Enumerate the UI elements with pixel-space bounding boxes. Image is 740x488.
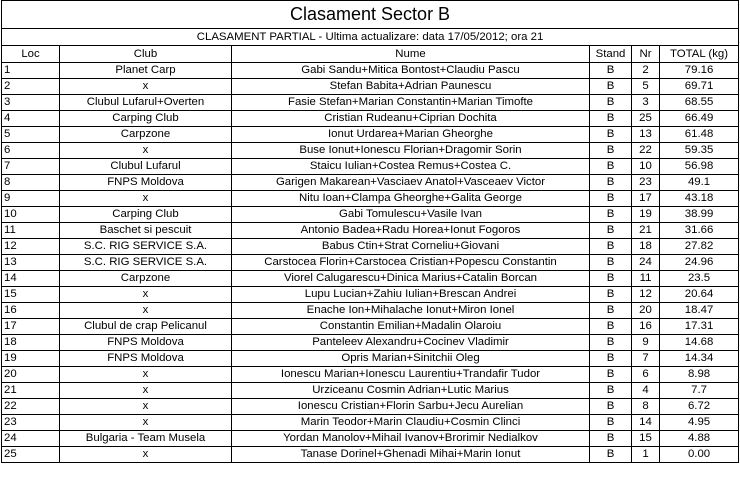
cell-stand: B bbox=[590, 383, 632, 399]
cell-nr: 1 bbox=[632, 447, 660, 463]
cell-stand: B bbox=[590, 239, 632, 255]
cell-total: 61.48 bbox=[660, 127, 739, 143]
table-row bbox=[2, 287, 739, 303]
table-row bbox=[2, 207, 739, 223]
table-row bbox=[2, 431, 739, 447]
cell-name: Panteleev Alexandru+Cocinev Vladimir bbox=[232, 335, 590, 351]
cell-loc: 10 bbox=[2, 207, 60, 223]
cell-club: x bbox=[60, 191, 232, 207]
cell-club: Bulgaria - Team Musela bbox=[60, 431, 232, 447]
subtitle-row bbox=[2, 29, 739, 46]
cell-club: FNPS Moldova bbox=[60, 335, 232, 351]
cell-club: Planet Carp bbox=[60, 63, 232, 79]
cell-total: 79.16 bbox=[660, 63, 739, 79]
cell-stand: B bbox=[590, 143, 632, 159]
header-loc: Loc bbox=[2, 46, 60, 63]
cell-nr: 2 bbox=[632, 63, 660, 79]
cell-nr: 4 bbox=[632, 383, 660, 399]
cell-nr: 11 bbox=[632, 271, 660, 287]
cell-nr: 13 bbox=[632, 127, 660, 143]
cell-nr: 10 bbox=[632, 159, 660, 175]
table-row bbox=[2, 63, 739, 79]
cell-total: 59.35 bbox=[660, 143, 739, 159]
cell-stand: B bbox=[590, 79, 632, 95]
header-club: Club bbox=[60, 46, 232, 63]
cell-name: Antonio Badea+Radu Horea+Ionut Fogoros bbox=[232, 223, 590, 239]
cell-club: S.C. RIG SERVICE S.A. bbox=[60, 255, 232, 271]
cell-nr: 23 bbox=[632, 175, 660, 191]
table-row bbox=[2, 335, 739, 351]
cell-nr: 24 bbox=[632, 255, 660, 271]
cell-stand: B bbox=[590, 63, 632, 79]
cell-name: Carstocea Florin+Carstocea Cristian+Popescu Constantin bbox=[232, 255, 590, 271]
table-row bbox=[2, 175, 739, 191]
cell-loc: 15 bbox=[2, 287, 60, 303]
cell-stand: B bbox=[590, 175, 632, 191]
cell-name: Marin Teodor+Marin Claudiu+Cosmin Clinci bbox=[232, 415, 590, 431]
cell-loc: 9 bbox=[2, 191, 60, 207]
table-row bbox=[2, 223, 739, 239]
cell-total: 17.31 bbox=[660, 319, 739, 335]
cell-name: Constantin Emilian+Madalin Olaroiu bbox=[232, 319, 590, 335]
cell-name: Buse Ionut+Ionescu Florian+Dragomir Sorin bbox=[232, 143, 590, 159]
cell-total: 4.95 bbox=[660, 415, 739, 431]
header-nr: Nr bbox=[632, 46, 660, 63]
cell-name: Garigen Makarean+Vasciaev Anatol+Vasceaev Victor bbox=[232, 175, 590, 191]
table-row bbox=[2, 399, 739, 415]
cell-name: Ionescu Cristian+Florin Sarbu+Jecu Aurelian bbox=[232, 399, 590, 415]
cell-loc: 16 bbox=[2, 303, 60, 319]
cell-nr: 15 bbox=[632, 431, 660, 447]
cell-stand: B bbox=[590, 287, 632, 303]
cell-club: Clubul Lufarul bbox=[60, 159, 232, 175]
header-row bbox=[2, 46, 739, 63]
cell-total: 6.72 bbox=[660, 399, 739, 415]
cell-total: 8.98 bbox=[660, 367, 739, 383]
cell-total: 66.49 bbox=[660, 111, 739, 127]
cell-nr: 25 bbox=[632, 111, 660, 127]
cell-nr: 12 bbox=[632, 287, 660, 303]
table-row bbox=[2, 303, 739, 319]
cell-stand: B bbox=[590, 415, 632, 431]
cell-nr: 7 bbox=[632, 351, 660, 367]
cell-loc: 18 bbox=[2, 335, 60, 351]
cell-name: Babus Ctin+Strat Corneliu+Giovani bbox=[232, 239, 590, 255]
cell-club: FNPS Moldova bbox=[60, 175, 232, 191]
cell-stand: B bbox=[590, 399, 632, 415]
cell-nr: 6 bbox=[632, 367, 660, 383]
cell-nr: 8 bbox=[632, 399, 660, 415]
cell-club: FNPS Moldova bbox=[60, 351, 232, 367]
cell-nr: 22 bbox=[632, 143, 660, 159]
cell-name: Opris Marian+Sinitchii Oleg bbox=[232, 351, 590, 367]
cell-stand: B bbox=[590, 351, 632, 367]
cell-stand: B bbox=[590, 111, 632, 127]
cell-loc: 25 bbox=[2, 447, 60, 463]
page-title: Clasament Sector B bbox=[2, 1, 739, 29]
cell-club: x bbox=[60, 79, 232, 95]
cell-total: 56.98 bbox=[660, 159, 739, 175]
cell-nr: 19 bbox=[632, 207, 660, 223]
cell-name: Lupu Lucian+Zahiu Iulian+Brescan Andrei bbox=[232, 287, 590, 303]
cell-stand: B bbox=[590, 431, 632, 447]
table-row bbox=[2, 319, 739, 335]
table-row bbox=[2, 159, 739, 175]
cell-loc: 20 bbox=[2, 367, 60, 383]
cell-club: x bbox=[60, 383, 232, 399]
table-row bbox=[2, 255, 739, 271]
cell-total: 38.99 bbox=[660, 207, 739, 223]
cell-name: Gabi Sandu+Mitica Bontost+Claudiu Pascu bbox=[232, 63, 590, 79]
cell-club: Carpzone bbox=[60, 127, 232, 143]
cell-total: 68.55 bbox=[660, 95, 739, 111]
cell-stand: B bbox=[590, 255, 632, 271]
table-row bbox=[2, 127, 739, 143]
header-stand: Stand bbox=[590, 46, 632, 63]
cell-loc: 3 bbox=[2, 95, 60, 111]
cell-loc: 13 bbox=[2, 255, 60, 271]
cell-club: x bbox=[60, 415, 232, 431]
cell-loc: 24 bbox=[2, 431, 60, 447]
header-total: TOTAL (kg) bbox=[660, 46, 739, 63]
cell-total: 23.5 bbox=[660, 271, 739, 287]
cell-stand: B bbox=[590, 127, 632, 143]
cell-name: Tanase Dorinel+Ghenadi Mihai+Marin Ionut bbox=[232, 447, 590, 463]
cell-name: Ionescu Marian+Ionescu Laurentiu+Trandafir Tudor bbox=[232, 367, 590, 383]
cell-stand: B bbox=[590, 159, 632, 175]
cell-name: Stefan Babita+Adrian Paunescu bbox=[232, 79, 590, 95]
table-row bbox=[2, 367, 739, 383]
cell-nr: 20 bbox=[632, 303, 660, 319]
cell-name: Cristian Rudeanu+Ciprian Dochita bbox=[232, 111, 590, 127]
cell-name: Ionut Urdarea+Marian Gheorghe bbox=[232, 127, 590, 143]
ranking-table bbox=[1, 0, 739, 463]
cell-loc: 17 bbox=[2, 319, 60, 335]
cell-name: Yordan Manolov+Mihail Ivanov+Brorimir Nedialkov bbox=[232, 431, 590, 447]
cell-club: Carpzone bbox=[60, 271, 232, 287]
cell-stand: B bbox=[590, 191, 632, 207]
cell-club: Baschet si pescuit bbox=[60, 223, 232, 239]
cell-total: 24.96 bbox=[660, 255, 739, 271]
cell-stand: B bbox=[590, 95, 632, 111]
cell-total: 20.64 bbox=[660, 287, 739, 303]
cell-nr: 16 bbox=[632, 319, 660, 335]
cell-nr: 18 bbox=[632, 239, 660, 255]
cell-loc: 8 bbox=[2, 175, 60, 191]
cell-club: x bbox=[60, 447, 232, 463]
table-row bbox=[2, 79, 739, 95]
cell-name: Viorel Calugarescu+Dinica Marius+Catalin Borcan bbox=[232, 271, 590, 287]
title-row bbox=[2, 1, 739, 29]
cell-loc: 1 bbox=[2, 63, 60, 79]
cell-loc: 5 bbox=[2, 127, 60, 143]
cell-loc: 23 bbox=[2, 415, 60, 431]
cell-total: 0.00 bbox=[660, 447, 739, 463]
cell-loc: 11 bbox=[2, 223, 60, 239]
cell-total: 49.1 bbox=[660, 175, 739, 191]
cell-club: Clubul de crap Pelicanul bbox=[60, 319, 232, 335]
cell-name: Fasie Stefan+Marian Constantin+Marian Timofte bbox=[232, 95, 590, 111]
cell-stand: B bbox=[590, 367, 632, 383]
cell-nr: 17 bbox=[632, 191, 660, 207]
table-row bbox=[2, 111, 739, 127]
cell-total: 69.71 bbox=[660, 79, 739, 95]
table-row bbox=[2, 95, 739, 111]
cell-total: 7.7 bbox=[660, 383, 739, 399]
cell-nr: 3 bbox=[632, 95, 660, 111]
header-name: Nume bbox=[232, 46, 590, 63]
table-row bbox=[2, 239, 739, 255]
cell-loc: 22 bbox=[2, 399, 60, 415]
cell-total: 43.18 bbox=[660, 191, 739, 207]
table-row bbox=[2, 191, 739, 207]
table-row bbox=[2, 351, 739, 367]
cell-stand: B bbox=[590, 319, 632, 335]
cell-name: Enache Ion+Mihalache Ionut+Miron Ionel bbox=[232, 303, 590, 319]
cell-club: Carping Club bbox=[60, 207, 232, 223]
table-row bbox=[2, 271, 739, 287]
cell-name: Nitu Ioan+Clampa Gheorghe+Galita George bbox=[232, 191, 590, 207]
cell-club: Clubul Lufarul+Overten bbox=[60, 95, 232, 111]
cell-loc: 6 bbox=[2, 143, 60, 159]
cell-total: 14.68 bbox=[660, 335, 739, 351]
cell-club: x bbox=[60, 303, 232, 319]
cell-loc: 19 bbox=[2, 351, 60, 367]
cell-stand: B bbox=[590, 207, 632, 223]
cell-total: 27.82 bbox=[660, 239, 739, 255]
cell-club: S.C. RIG SERVICE S.A. bbox=[60, 239, 232, 255]
cell-total: 31.66 bbox=[660, 223, 739, 239]
cell-loc: 4 bbox=[2, 111, 60, 127]
cell-total: 4.88 bbox=[660, 431, 739, 447]
cell-stand: B bbox=[590, 303, 632, 319]
cell-loc: 14 bbox=[2, 271, 60, 287]
table-row bbox=[2, 143, 739, 159]
cell-club: x bbox=[60, 287, 232, 303]
cell-name: Gabi Tomulescu+Vasile Ivan bbox=[232, 207, 590, 223]
cell-loc: 12 bbox=[2, 239, 60, 255]
cell-name: Urziceanu Cosmin Adrian+Lutic Marius bbox=[232, 383, 590, 399]
cell-loc: 2 bbox=[2, 79, 60, 95]
cell-loc: 7 bbox=[2, 159, 60, 175]
cell-club: x bbox=[60, 367, 232, 383]
cell-club: x bbox=[60, 399, 232, 415]
cell-total: 14.34 bbox=[660, 351, 739, 367]
table-row bbox=[2, 415, 739, 431]
cell-nr: 21 bbox=[632, 223, 660, 239]
cell-nr: 5 bbox=[632, 79, 660, 95]
cell-stand: B bbox=[590, 271, 632, 287]
table-row bbox=[2, 383, 739, 399]
cell-club: x bbox=[60, 143, 232, 159]
cell-stand: B bbox=[590, 223, 632, 239]
cell-stand: B bbox=[590, 447, 632, 463]
update-subtitle: CLASAMENT PARTIAL - Ultima actualizare: data 17/05/2012; ora 21 bbox=[2, 29, 739, 46]
cell-loc: 21 bbox=[2, 383, 60, 399]
cell-stand: B bbox=[590, 335, 632, 351]
cell-total: 18.47 bbox=[660, 303, 739, 319]
cell-nr: 9 bbox=[632, 335, 660, 351]
cell-club: Carping Club bbox=[60, 111, 232, 127]
table-row bbox=[2, 447, 739, 463]
cell-nr: 14 bbox=[632, 415, 660, 431]
cell-name: Staicu Iulian+Costea Remus+Costea C. bbox=[232, 159, 590, 175]
